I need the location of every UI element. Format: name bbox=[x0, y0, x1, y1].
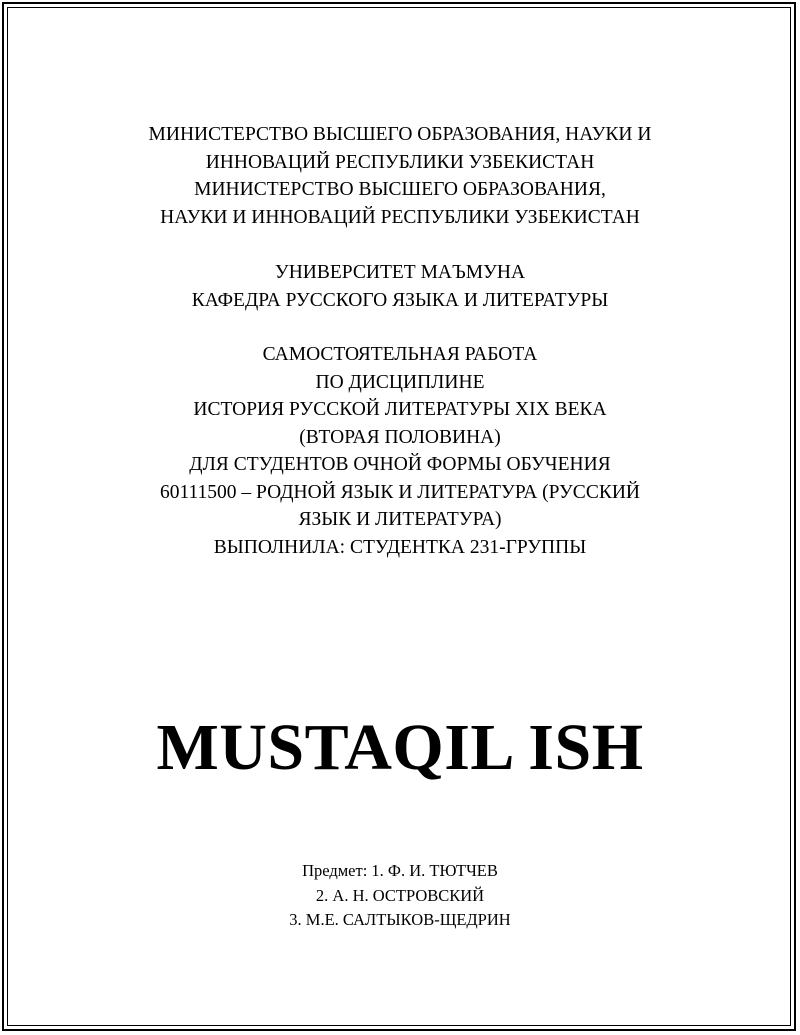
work-line-8: ВЫПОЛНИЛА: СТУДЕНТКА 231-ГРУППЫ bbox=[213, 536, 587, 558]
ministry-line-3: МИНИСТЕРСТВО ВЫСШЕГО ОБРАЗОВАНИЯ, bbox=[194, 179, 606, 200]
university-name: УНИВЕРСИТЕТ МАЪМУНА bbox=[274, 262, 526, 283]
subject-line-1: Предмет: 1. Ф. И. ТЮТЧЕВ bbox=[302, 861, 498, 880]
university-section bbox=[0, 259, 800, 314]
ministry-line-4: НАУКИ И ИННОВАЦИЙ РЕСПУБЛИКИ УЗБЕКИСТАН bbox=[160, 206, 640, 228]
document-title: MUSTAQIL ISH bbox=[156, 711, 644, 784]
ministry-line-1: МИНИСТЕРСТВО ВЫСШЕГО ОБРАЗОВАНИЯ, НАУКИ И bbox=[148, 124, 652, 145]
department-name: КАФЕДРА РУССКОГО ЯЗЫКА И ЛИТЕРАТУРЫ bbox=[191, 289, 609, 311]
work-description bbox=[0, 341, 800, 561]
ministry-line-2: ИННОВАЦИЙ РЕСПУБЛИКИ УЗБЕКИСТАН bbox=[205, 151, 595, 173]
work-line-4: (ВТОРАЯ ПОЛОВИНА) bbox=[299, 426, 501, 448]
work-line-7: ЯЗЫК И ЛИТЕРАТУРА) bbox=[298, 509, 502, 530]
work-line-3: ИСТОРИЯ РУССКОЙ ЛИТЕРАТУРЫ XIX ВЕКА bbox=[193, 399, 607, 420]
subject-list bbox=[0, 859, 800, 933]
ministry-header bbox=[0, 121, 800, 231]
work-line-5: ДЛЯ СТУДЕНТОВ ОЧНОЙ ФОРМЫ ОБУЧЕНИЯ bbox=[189, 454, 611, 475]
subject-line-2: 2. А. Н. ОСТРОВСКИЙ bbox=[315, 885, 485, 905]
work-line-1: САМОСТОЯТЕЛЬНАЯ РАБОТА bbox=[262, 344, 538, 365]
work-line-6: 60111500 – РОДНОЙ ЯЗЫК И ЛИТЕРАТУРА (РУССКИЙ bbox=[159, 481, 640, 503]
subject-line-3: 3. М.Е. САЛТЫКОВ-ЩЕДРИН bbox=[289, 910, 511, 929]
work-line-2: ПО ДИСЦИПЛИНЕ bbox=[315, 371, 485, 393]
